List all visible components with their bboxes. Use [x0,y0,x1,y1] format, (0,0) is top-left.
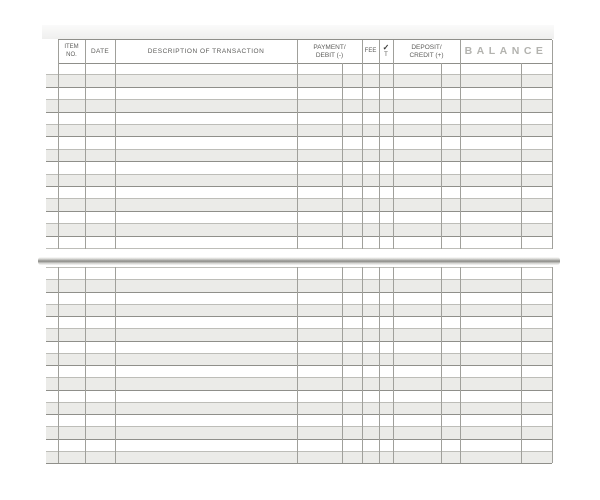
register-rows-bottom [46,267,552,268]
register-row [46,199,552,211]
grid-column-line [58,267,59,463]
grid-cents-divider-line [521,267,522,463]
grid-cents-divider-line [521,63,522,249]
column-header-description [115,40,297,63]
column-header-balance-label: BALANCE [464,45,548,58]
register-row [46,100,552,112]
column-header-deposit-line2: CREDIT (+) [409,51,444,59]
grid-cents-divider-line [342,63,343,249]
register-page-top [58,39,552,249]
grid-column-line [393,267,394,463]
column-header-payment-line1: PAYMENT/ [313,43,346,51]
checkmark-icon: ✓ [382,43,390,53]
register-row [46,137,552,149]
grid-column-line [85,40,86,249]
grid-column-line [362,40,363,249]
grid-cents-divider-line [441,63,442,249]
register-row [46,378,552,390]
column-header-payment-debit [297,40,362,63]
column-header-deposit-line1: DEPOSIT/ [411,43,442,51]
grid-column-line [379,40,380,249]
register-row [46,305,552,317]
grid-cents-divider-line [441,267,442,463]
register-row [46,224,552,236]
grid-column-line [379,267,380,463]
grid-column-line [115,267,116,463]
grid-column-line [552,267,553,463]
grid-column-line [115,40,116,249]
register-header-row [58,40,552,64]
register-row [46,391,552,403]
register-row [46,354,552,366]
register-row [46,113,552,125]
column-header-date [85,40,115,63]
grid-column-line [460,267,461,463]
register-row [46,427,552,439]
grid-column-line [297,40,298,249]
register-row [46,280,552,292]
register-row [46,329,552,341]
register-row [46,88,552,100]
register-row [46,75,552,87]
register-page-bottom [58,267,552,463]
grid-cents-divider-line [342,267,343,463]
column-header-fee-label: FEE [364,47,377,54]
page-binding-bar [38,257,560,265]
column-header-deposit-credit [393,40,460,63]
grid-column-line [362,267,363,463]
register-row [46,268,552,280]
register-row [46,212,552,224]
register-row [46,403,552,415]
register-row [46,440,552,452]
grid-column-line [58,40,59,249]
column-header-description-label: DESCRIPTION OF TRANSACTION [147,47,265,55]
register-row [46,162,552,174]
register-row [46,293,552,305]
scan-artifact-band [42,25,554,39]
grid-column-line [552,40,553,249]
register-row [46,150,552,162]
grid-column-line [297,267,298,463]
column-header-fee [362,40,379,63]
register-row [46,175,552,187]
column-header-item-no [58,40,85,63]
register-row [46,342,552,354]
column-header-check-t-label: T [384,51,388,58]
register-row [46,415,552,427]
column-header-item-no-line2: NO. [66,51,77,58]
register-row [46,366,552,378]
register-row [46,187,552,199]
column-header-date-label: DATE [90,47,110,55]
register-row [46,317,552,329]
register-row [46,452,552,464]
grid-column-line [460,40,461,249]
column-header-check-t [379,40,393,63]
register-row [46,237,552,249]
grid-column-line [85,267,86,463]
register-row [46,125,552,137]
column-header-payment-line2: DEBIT (-) [315,51,344,59]
register-row [46,63,552,75]
column-header-balance [460,40,552,63]
column-header-item-no-line1: ITEM [64,44,79,51]
grid-column-line [393,40,394,249]
